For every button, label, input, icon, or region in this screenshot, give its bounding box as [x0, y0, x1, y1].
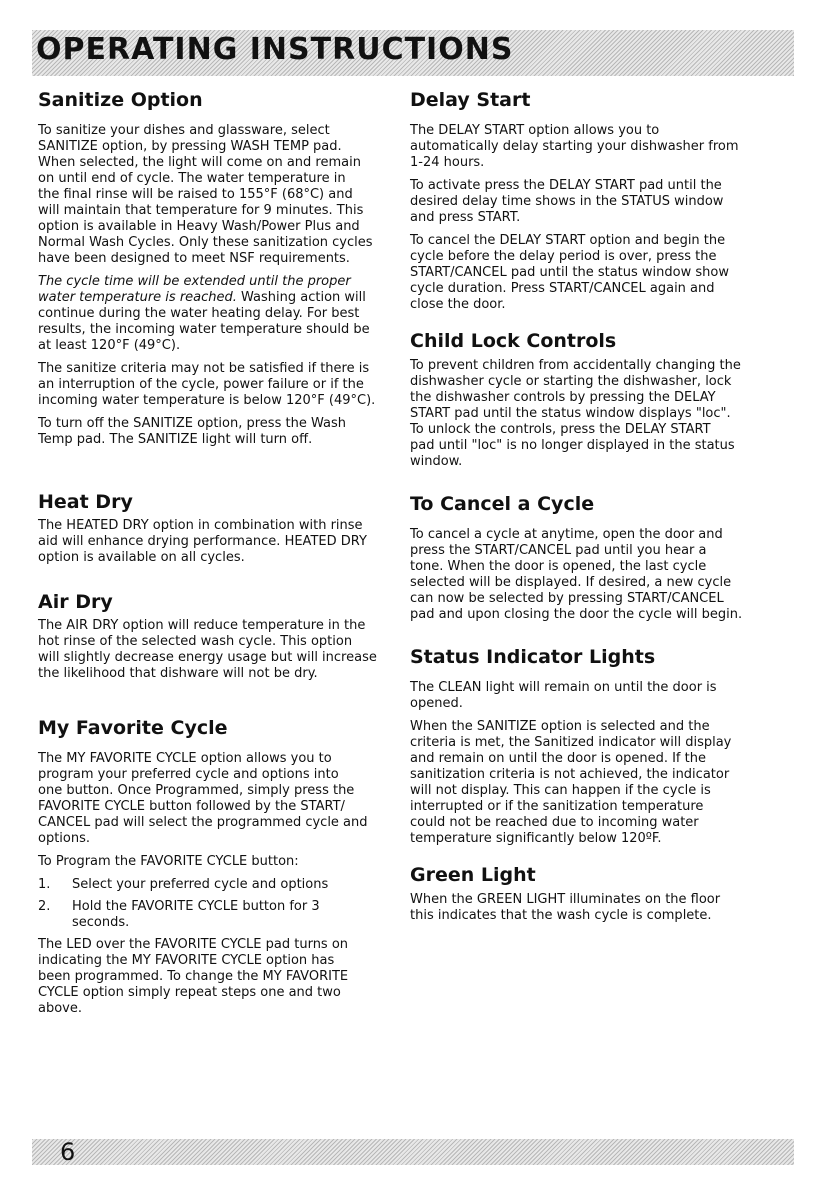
section-to-cancel-a-cycle [410, 492, 762, 623]
section-my-favorite-cycle [38, 716, 394, 1017]
list-item [38, 899, 394, 931]
section-heading: Heat Dry [38, 491, 133, 513]
step-number: 1. [38, 877, 51, 892]
page-title: OPERATING INSTRUCTIONS [36, 32, 514, 67]
paragraph: The sanitize criteria may not be satisfied if there is an interruption of the cycle, power failure or if the incoming water temperature is below 120°F (49°C). [38, 361, 376, 408]
paragraph: To prevent children from accidentally changing the dishwasher cycle or starting the dishwasher, lock the dishwasher controls by pressing the DELAY START pad until the status window displays "loc". To unlock the controls, press the DELAY START pad until "loc" is no longer displayed in the status window. [410, 358, 741, 469]
page-number: 6 [60, 1138, 76, 1166]
section-heading: Status Indicator Lights [410, 646, 656, 668]
section-heading: Green Light [410, 864, 536, 886]
paragraph: The DELAY START option allows you to automatically delay starting your dishwasher from 1-24 hours. [410, 123, 739, 170]
paragraph: To cancel the DELAY START option and begin the cycle before the delay period is over, press the START/CANCEL pad until the status window show cycle duration. Press START/CANCEL again and close the door. [410, 233, 729, 312]
step-number: 2. [38, 899, 51, 914]
paragraph: The MY FAVORITE CYCLE option allows you to program your preferred cycle and options into one button. Once Programmed, simply press the FAVORITE CYCLE button followed by the START/ CANCEL pad will select the programmed cycle and options. [38, 751, 368, 846]
section-child-lock-controls [410, 329, 762, 470]
section-heading: Air Dry [38, 591, 113, 613]
paragraph: To sanitize your dishes and glassware, select SANITIZE option, by pressing WASH TEMP pad. When selected, the light will come on and remain on until end of cycle. The water temperature in the final rinse will be raised to 155°F (68°C) and will maintain that temperature for 9 minutes. This option is available in Heavy Wash/Power Plus and Normal Wash Cycles. Only these sanitization cycles have been designed to meet NSF requirements. [38, 123, 373, 266]
section-delay-start [410, 88, 762, 313]
section-heading: My Favorite Cycle [38, 717, 228, 739]
paragraph: To activate press the DELAY START pad until the desired delay time shows in the STATUS window and press START. [410, 178, 724, 225]
section-heading: Sanitize Option [38, 89, 203, 111]
section-heading: Child Lock Controls [410, 330, 617, 352]
section-sanitize-option [38, 88, 394, 448]
section-heading: To Cancel a Cycle [410, 493, 595, 515]
paragraph: When the GREEN LIGHT illuminates on the floor this indicates that the wash cycle is complete. [410, 892, 721, 923]
section-air-dry [38, 590, 394, 682]
section-green-light [410, 863, 762, 924]
list-item [38, 877, 394, 893]
section-heat-dry [38, 490, 394, 566]
paragraph [38, 274, 394, 354]
step-text: Select your preferred cycle and options [72, 877, 329, 892]
paragraph: The HEATED DRY option in combination with rinse aid will enhance drying performance. HEATED DRY option is available on all cycles. [38, 518, 367, 565]
paragraph: The CLEAN light will remain on until the door is opened. [410, 680, 717, 711]
step-text: Hold the FAVORITE CYCLE button for 3 seconds. [72, 899, 320, 930]
right-column [410, 88, 762, 931]
italic-note: The cycle time will be extended until the proper water temperature is reached. [38, 274, 351, 305]
paragraph: The LED over the FAVORITE CYCLE pad turns on indicating the MY FAVORITE CYCLE option has been programmed. To change the MY FAVORITE CYCLE option simply repeat steps one and two above. [38, 937, 349, 1016]
section-heading: Delay Start [410, 89, 531, 111]
paragraph: To Program the FAVORITE CYCLE button: [38, 854, 299, 869]
left-column [38, 88, 394, 1024]
footer-bar [32, 1139, 794, 1165]
steps-list [38, 877, 394, 931]
paragraph: When the SANITIZE option is selected and the criteria is met, the Sanitized indicator will display and remain on until the door is opened. If the sanitization criteria is not achieved, the indicator will not display. This can happen if the cycle is interrupted or if the sanitization temperature could not be reached due to incoming water temperature significantly below 120ºF. [410, 719, 732, 846]
paragraph: The AIR DRY option will reduce temperature in the hot rinse of the selected wash cycle. This option will slightly decrease energy usage but will increase the likelihood that dishware will not be dry. [38, 618, 377, 681]
paragraph: To cancel a cycle at anytime, open the door and press the START/CANCEL pad until you hear a tone. When the door is opened, the last cycle selected will be displayed. If desired, a new cycle can now be selected by pressing START/CANCEL pad and upon closing the door the cycle will begin. [410, 527, 743, 622]
paragraph: To turn off the SANITIZE option, press the Wash Temp pad. The SANITIZE light will turn off. [38, 416, 346, 447]
header-banner [32, 30, 794, 76]
paragraph-text: Washing action will continue during the water heating delay. For best results, the incoming water temperature should be at least 120°F (49°C). [38, 290, 370, 353]
section-status-indicator-lights [410, 645, 762, 847]
